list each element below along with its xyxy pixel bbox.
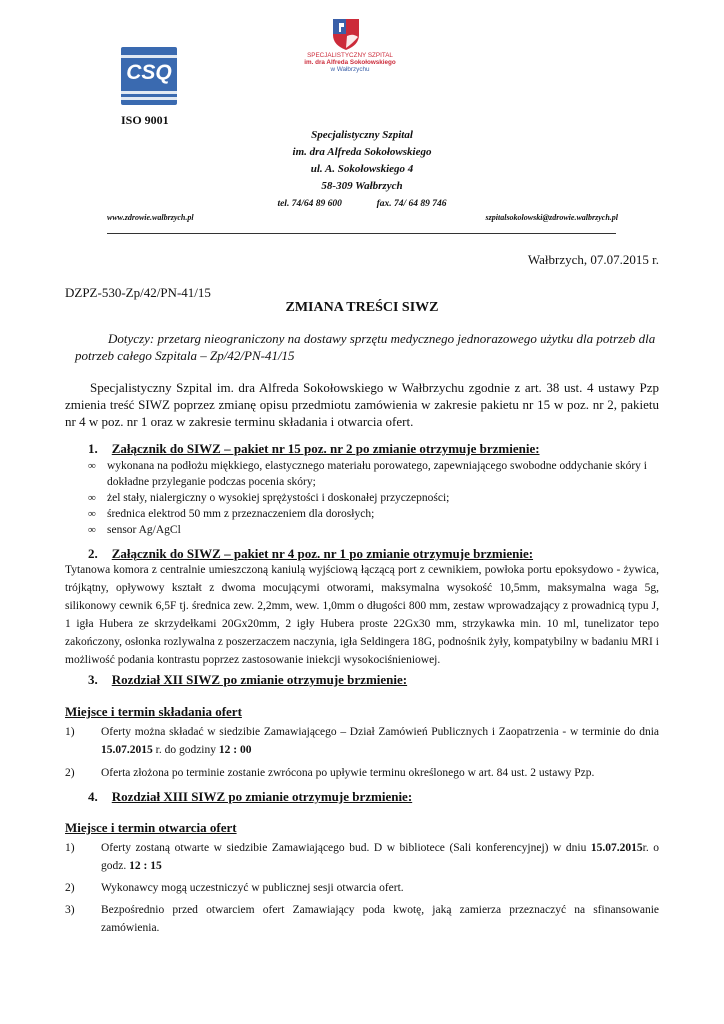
item-text: Oferty zostaną otwarte w siedzibie Zamawiającego bud. D w bibliotece (Sali konferencyjnej) w dniu 15.07.2015r. o godz. 12 : 15 [101,842,659,872]
item-number: 2) [65,882,75,894]
intro-paragraph: Specjalistyczny Szpital im. dra Alfreda Sokołowskiego w Wałbrzychu zgodnie z art. 38 ust. 4 ustawy Pzp zmienia treść SIWZ poprzez zmianę opisu przedmiotu zamówienia w zakresie pakietu nr 15 w poz. nr 2, pakietu nr 4 w poz. nr 1 oraz w zakresie terminu składania i otwarcia ofert. [65,380,659,429]
item-text: Bezpośrednio przed otwarciem ofert Zamawiający poda kwotę, jaką zamierza przeznaczyć na sfinansowanie zamówienia. [101,904,659,934]
document-subject: Dotyczy: przetarg nieograniczony na dostawy sprzętu medycznego jednorazowego użytku dla potrzeb dla potrzeb całego Szpitala – Zp/42/PN-41/15 [75,331,656,363]
iso-label: ISO 9001 [121,113,169,127]
section-1-heading [88,440,540,458]
infinity-bullet-icon: ∞ [88,492,96,504]
list-item: ∞ żel stały, nialergiczny o wysokiej sprężystości i doskonałej przyczepności; [88,492,450,504]
section-2-number: 2. [88,546,98,561]
item-number: 3) [65,904,75,916]
address-line-3: ul. A. Sokołowskiego 4 [310,163,414,175]
hospital-address [230,127,494,195]
document-title: ZMIANA TREŚCI SIWZ [285,300,439,315]
item-text: Oferty można składać w siedzibie Zamawiającego – Dział Zamówień Publicznych i Zaopatrzenia - w terminie do dnia 15.07.2015 r. do godziny 12 : 00 [101,726,659,756]
logo-line-2: im. dra Alfreda Sokołowskiego [304,59,396,67]
section-1-number: 1. [88,441,98,456]
infinity-bullet-icon: ∞ [88,508,96,520]
section-3-subheading: Miejsce i termin składania ofert [65,704,242,719]
section-1-bullets [88,458,659,538]
website-link[interactable]: www.zdrowie.walbrzych.pl [107,213,194,222]
section-3-title: Rozdział XII SIWZ po zmianie otrzymuje brzmienie: [111,672,408,687]
csq-logo [121,47,177,105]
infinity-bullet-icon: ∞ [88,524,96,536]
item-number: 2) [65,767,75,779]
section-3-number: 3. [88,672,98,687]
section-3-heading [88,671,407,689]
item-text: Wykonawcy mogą uczestniczyć w publicznej sesji otwarcia ofert. [101,882,404,894]
section-1-title: Załącznik do SIWZ – pakiet nr 15 poz. nr 2 po zmianie otrzymuje brzmienie: [111,441,540,456]
list-item [65,901,659,937]
email-link[interactable]: szpitalsokolowski@zdrowie.walbrzych.pl [485,213,618,222]
address-line-2: im. dra Alfreda Sokołowskiego [292,146,432,158]
item-number: 1) [65,726,75,738]
logo-line-3: w Wałbrzychu [330,66,370,74]
list-item [65,879,659,897]
hospital-cross-emblem-icon [331,17,361,51]
contact-phones [230,199,494,209]
list-item: ∞ sensor Ag/AgCl [88,524,181,536]
item-number: 1) [65,842,75,854]
section-4-title: Rozdział XIII SIWZ po zmianie otrzymuje brzmienie: [111,789,413,804]
section-2-title: Załącznik do SIWZ – pakiet nr 4 poz. nr 1 po zmianie otrzymuje brzmienie: [111,546,534,561]
list-item: ∞ średnica elektrod 50 mm z przeznaczeniem dla dorosłych; [88,508,375,520]
list-item [65,723,659,759]
csq-logo-text: CSQ [126,61,172,84]
document-reference: DZPZ-530-Zp/42/PN-41/15 [65,285,211,300]
header-divider [107,233,616,234]
list-item [65,839,659,875]
logo-line-1: SPECJALISTYCZNY SZPITAL [307,52,393,59]
section-2-body: Tytanowa komora z centralnie umieszczoną kaniulą wyjściową łączącą port z cewnikiem, powłoka portu epoksydowo - żywica, trójkątny, opływowy kształt z dwoma mocującymi otworami, maksymalna wysokość 10,5mm, maksymalna waga 5g, silikonowy cewnik 6,5F tj. średnica zew. 2,2mm, wew. 1,0mm o długości 800 mm, zestaw wprowadzający z prowadnicą typu J, 1 igła Hubera ze skrzydełkami 20Gx20mm, 2 igły Hubera proste 22Gx30 mm, strzykawka min. 10 ml, tunelizator tepo zakończony, osłonka rozlywalna z poszerzaczem naczynia, igła Seldingera 18G, podnośnik żyły, kompatybilny w badaniu MRI i możliwość podania kontrastu poprzez zastosowanie iniekcji wysokociśnieniowej. [65,564,659,666]
item-text: Oferta złożona po terminie zostanie zwrócona po upływie terminu określonego w art. 84 ust. 2 ustawy Pzp. [101,767,595,779]
address-line-1: Specjalistyczny Szpital [311,129,413,141]
document-date: Wałbrzych, 07.07.2015 r. [527,252,659,267]
hospital-logo-text [290,52,410,74]
address-line-4: 58-309 Wałbrzych [321,180,403,192]
section-4-heading [88,788,412,806]
section-4-subheading: Miejsce i termin otwarcia ofert [65,820,237,835]
list-item: ∞ wykonana na podłożu miękkiego, elastycznego materiału porowatego, zapewniającego swobodne oddychanie skóry i dokładne przyleganie podczas pocenia skóry; [88,460,648,488]
section-4-number: 4. [88,789,98,804]
tel-number: tel. 74/64 89 600 [277,199,342,209]
infinity-bullet-icon: ∞ [88,460,96,472]
fax-number: fax. 74/ 64 89 746 [376,199,447,209]
list-item [65,764,659,782]
